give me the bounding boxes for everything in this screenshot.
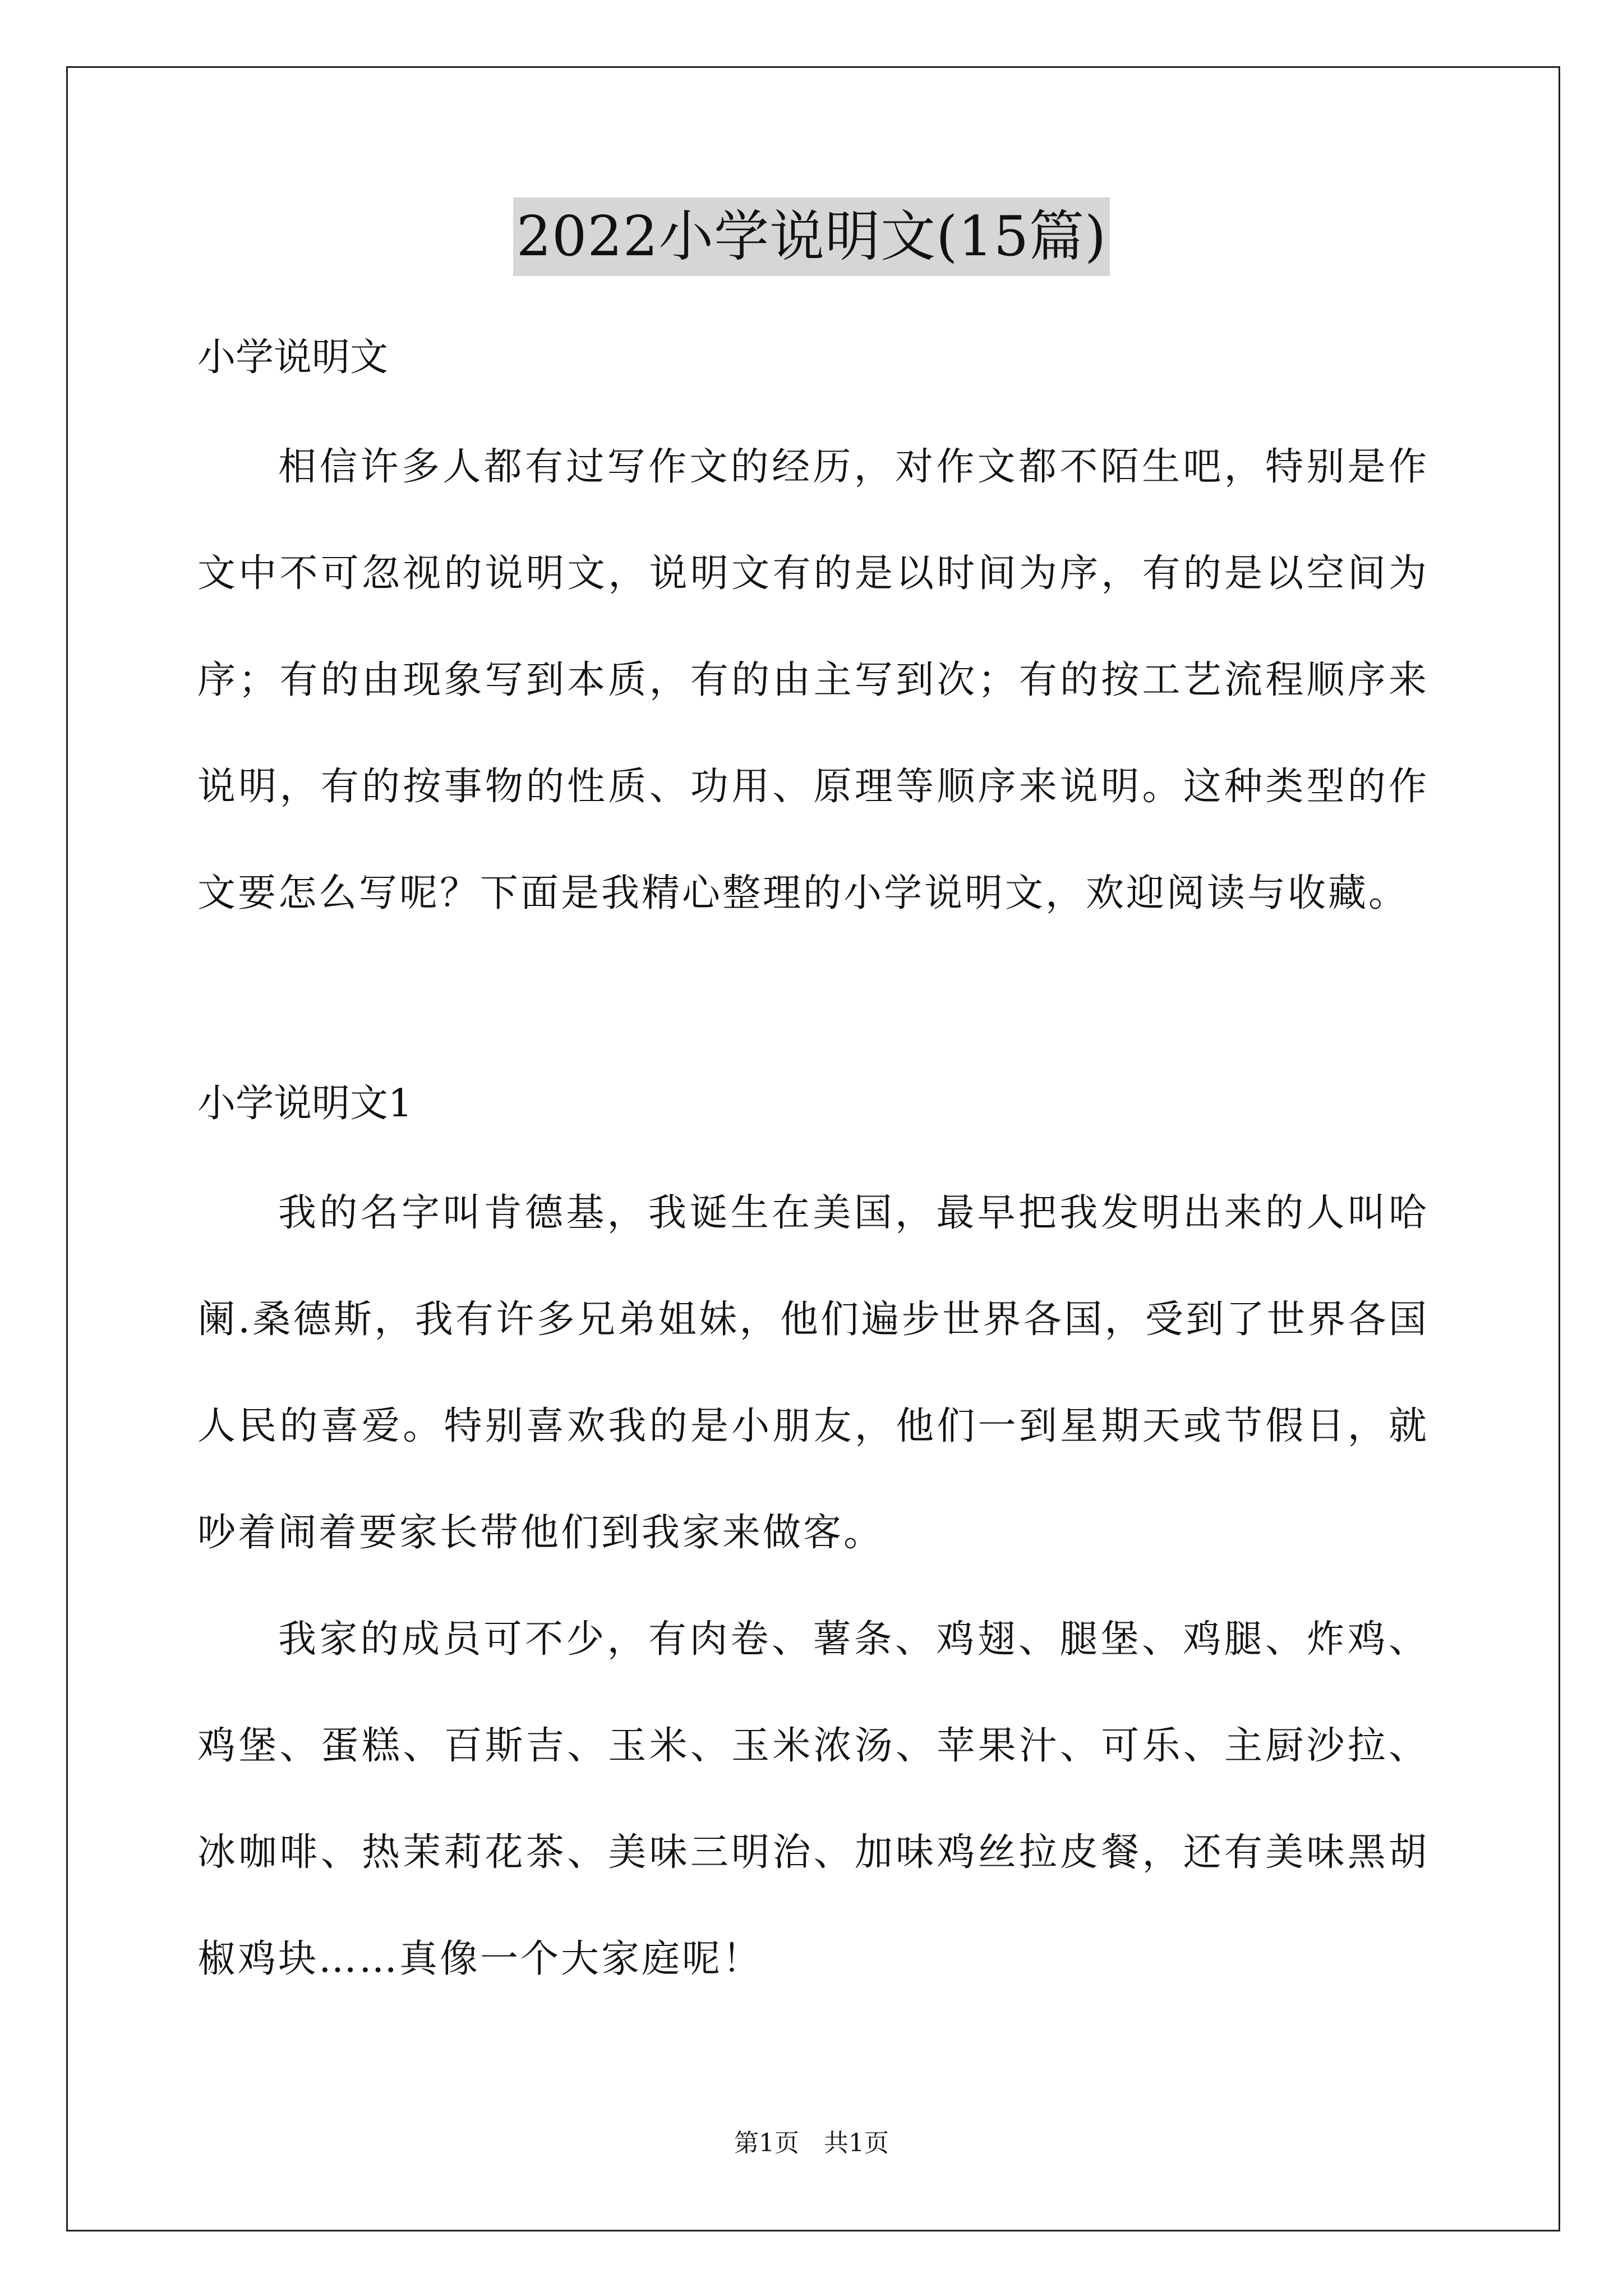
section-heading: 小学说明文1	[197, 1082, 413, 1126]
paragraph: 相信许多人都有过写作文的经历，对作文都不陌生吧，特别是作文中不可忽视的说明文，说明文有的是以时间为序，有的是以空间为序；有的由现象写到本质，有的由主写到次；有的按工艺流程顺序来说明，有的按事物的性质、功用、原理等顺序来说明。这种类型的作文要怎么写呢？下面是我精心整理的小学说明文，欢迎阅读与收藏。	[197, 445, 1429, 915]
section-spacer	[197, 947, 1429, 1053]
paragraph: 我家的成员可不少，有肉卷、薯条、鸡翅、腿堡、鸡腿、炸鸡、鸡堡、蛋糕、百斯吉、玉米、玉米浓汤、苹果汁、可乐、主厨沙拉、冰咖啡、热茉莉花茶、美味三明治、加味鸡丝拉皮餐，还有美味黑胡椒鸡块……真像一个大家庭呢！	[197, 1617, 1429, 1981]
document-title: 2022小学说明文(15篇)	[513, 197, 1110, 276]
paragraph: 我的名字叫肯德基，我诞生在美国，最早把我发明出来的人叫哈阑.桑德斯，我有许多兄弟姐妹，他们遍步世界各国，受到了世界各国人民的喜爱。特别喜欢我的是小朋友，他们一到星期天或节假日，就吵着闹着要家长带他们到我家来做客。	[197, 1191, 1429, 1555]
section-heading: 小学说明文	[197, 335, 389, 380]
page-number-footer: 第1页 共1页	[734, 2129, 889, 2157]
document-body	[197, 307, 1429, 2013]
title-container	[0, 197, 1623, 276]
